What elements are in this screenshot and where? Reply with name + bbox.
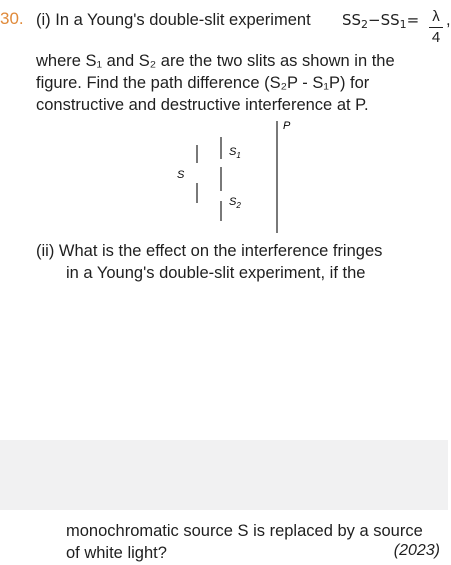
expr-comma: , (446, 11, 451, 29)
label-s: S (177, 169, 185, 181)
part2-line2: in a Young's double-slit experiment, if the (66, 264, 366, 282)
part1-line2: where S₁ and S₂ are the two slits as shown in the (36, 52, 395, 70)
part1-first-line (36, 8, 451, 46)
part2-line4: of white light? (66, 544, 167, 562)
gray-band (0, 440, 448, 510)
part1-line3: figure. Find the path difference (S₂P - S₁P) for (36, 74, 370, 92)
blank-area (0, 300, 448, 440)
label-s1: $S_1$ (229, 146, 241, 160)
label-s2: $S_2$ (229, 196, 241, 210)
part2-line3: monochromatic source S is replaced by a source (66, 522, 423, 540)
part1-line1: In a Young's double-slit experiment (55, 11, 311, 29)
part1-line4: constructive and destructive interference at P. (36, 96, 369, 114)
part1-label: (i) (36, 11, 51, 29)
question-number: 30. (0, 9, 24, 28)
year-tag: (2023) (393, 542, 440, 559)
expression: $SS_2-SS_1=$ (342, 11, 420, 31)
label-p: P (283, 120, 291, 132)
part2-line1: What is the effect on the interference fringes (58, 242, 383, 260)
double-slit-figure (165, 115, 305, 235)
part2-first-line (36, 240, 382, 262)
part2-label: (ii) (36, 242, 55, 260)
lambda-over-four: λ 4 (429, 9, 443, 46)
